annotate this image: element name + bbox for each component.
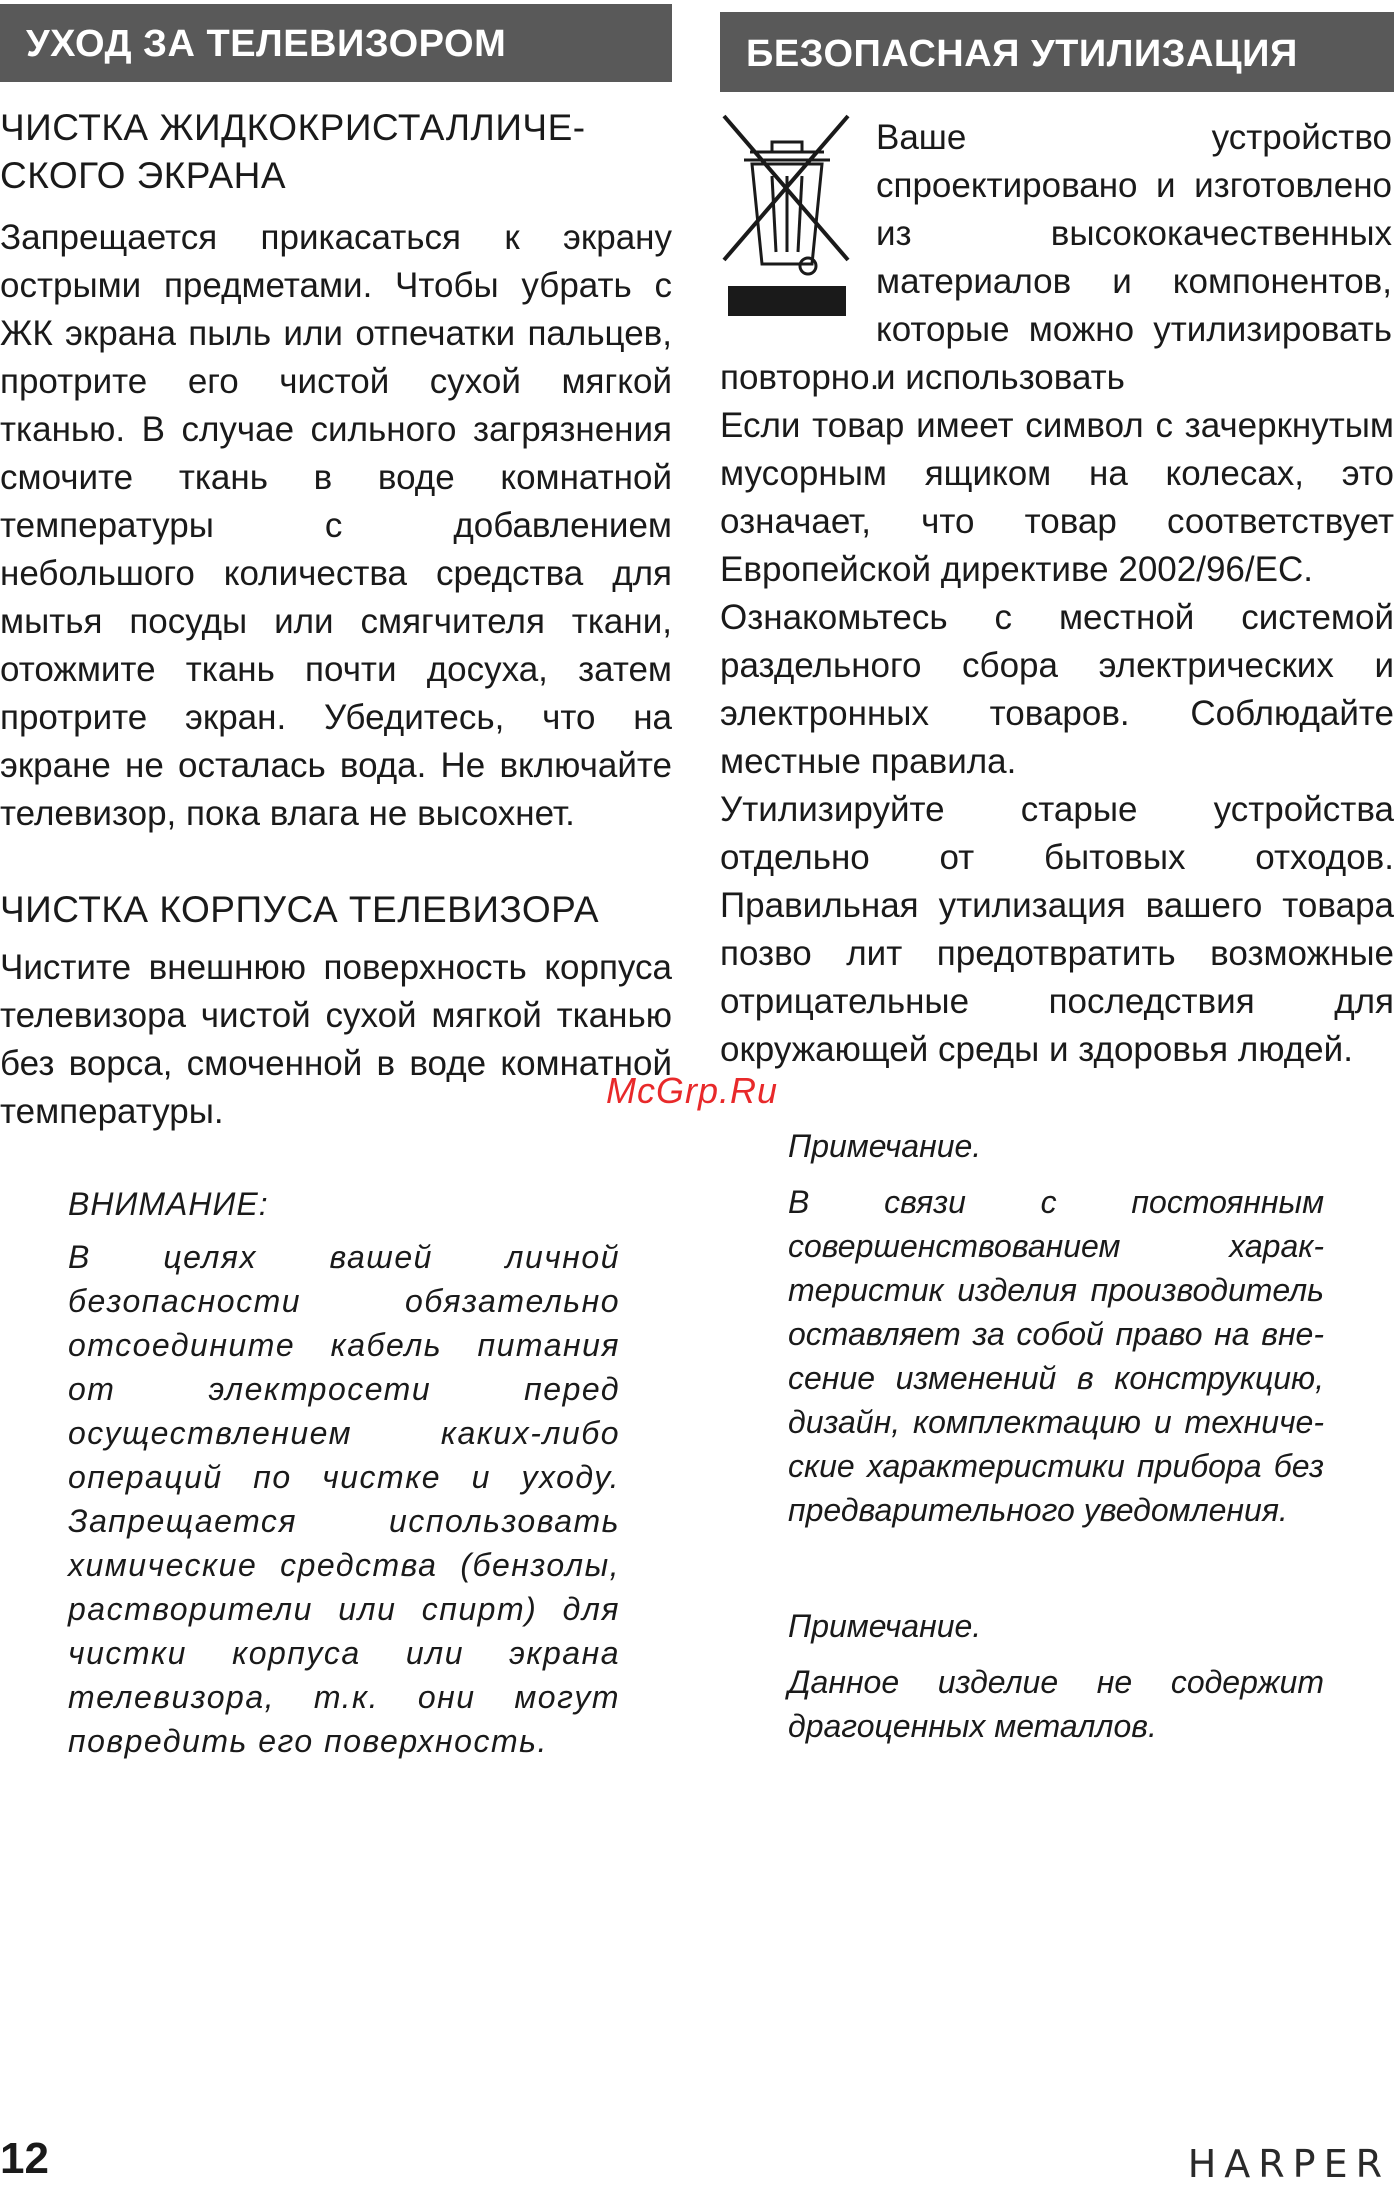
recycle-text: Ваше устройство спроектировано и изготовлено из высококачественных материалов и компонентов, которые можно утилизировать и использовать: [876, 118, 1392, 397]
note1-text: В связи с постоянным совершенствованием харак-теристик изделия производитель оставляет за собой право на вне-сение изменений в конструкцию, дизайн, комплектацию и техниче-ские характеристики прибора без предварительного уведомления.: [788, 1184, 1324, 1528]
disposal-text: Утилизируйте старые устройства отдельно от бытовых отходов. Правильная утилизация вашего товара позво лит предотвратить возможные отрицательные последствия для окружающей среды и здоровья людей.: [720, 790, 1394, 1069]
note2-title: Примечание.: [788, 1608, 982, 1644]
recycle-text-tail: повторно.: [720, 358, 880, 397]
screen-cleaning-section: [0, 104, 672, 838]
note1-title: Примечание.: [788, 1128, 982, 1164]
left-column: [0, 0, 672, 1763]
screen-cleaning-title-line2: СКОГО ЭКРАНА: [0, 155, 287, 196]
case-cleaning-section: [0, 886, 672, 1136]
case-cleaning-text: Чистите внешнюю поверхность корпуса телевизора чистой сухой мягкой тканью без ворса, смоченной в воде комнатной температуры.: [0, 948, 672, 1131]
warning-text: В целях вашей личной безопасности обязательно отсоедините кабель питания от электросети перед осуществлением каких-либо операций по чистке и уходу. Запрещается использовать химические средства (бензолы, растворители или спирт) для чистки корпуса или экрана телевизора, т.к. они могут повредить его поверхность.: [68, 1239, 620, 1759]
care-section-header: УХОД ЗА ТЕЛЕВИЗОРОМ: [0, 4, 672, 82]
note-block-metals: [788, 1604, 1324, 1748]
recycle-intro: [720, 114, 1394, 397]
note-block-specs: [788, 1124, 1324, 1532]
brand-logo: HARPER: [1187, 2142, 1390, 2186]
page-number: 12: [0, 2134, 49, 2183]
warning-title: ВНИМАНИЕ:: [68, 1186, 269, 1222]
watermark: McGrp.Ru: [606, 1070, 779, 1111]
warning-block: [68, 1186, 620, 1763]
note2-text: Данное изделие не содержит драгоценных металлов.: [788, 1664, 1324, 1744]
right-column: [720, 0, 1394, 1748]
symbol-text: Если товар имеет символ с зачеркнутым мусорным ящиком на колесах, это означает, что товар соответствует Европейской директиве 2002/96/ЕС.: [720, 406, 1394, 589]
disposal-section-header: БЕЗОПАСНАЯ УТИЛИЗАЦИЯ: [720, 12, 1394, 92]
case-cleaning-title: ЧИСТКА КОРПУСА ТЕЛЕВИЗОРА: [0, 889, 600, 930]
disposal-body: [720, 354, 1394, 1074]
screen-cleaning-title-line1: ЧИСТКА ЖИДКОКРИСТАЛЛИЧЕ-: [0, 107, 586, 148]
crossed-out-wheelie-bin-icon: [720, 114, 854, 326]
screen-cleaning-text: Запрещается прикасаться к экрану острыми предметами. Чтобы убрать с ЖК экрана пыль или отпечатки пальцев, протрите его чистой сухой мягкой тканью. В случае сильного загрязнения смочите ткань в воде комнатной температуры с добавлением небольшого количества средства для мытья посуды или смягчителя ткани, отожмите ткань почти досуха, затем протрите экран. Убедитесь, что на экране не осталась вода. Не включайте телевизор, пока влага не высохнет.: [0, 218, 672, 833]
collection-text: Ознакомьтесь с местной системой раздельного сбора электрических и электронных товаров. Соблюдайте местные правила.: [720, 598, 1394, 781]
